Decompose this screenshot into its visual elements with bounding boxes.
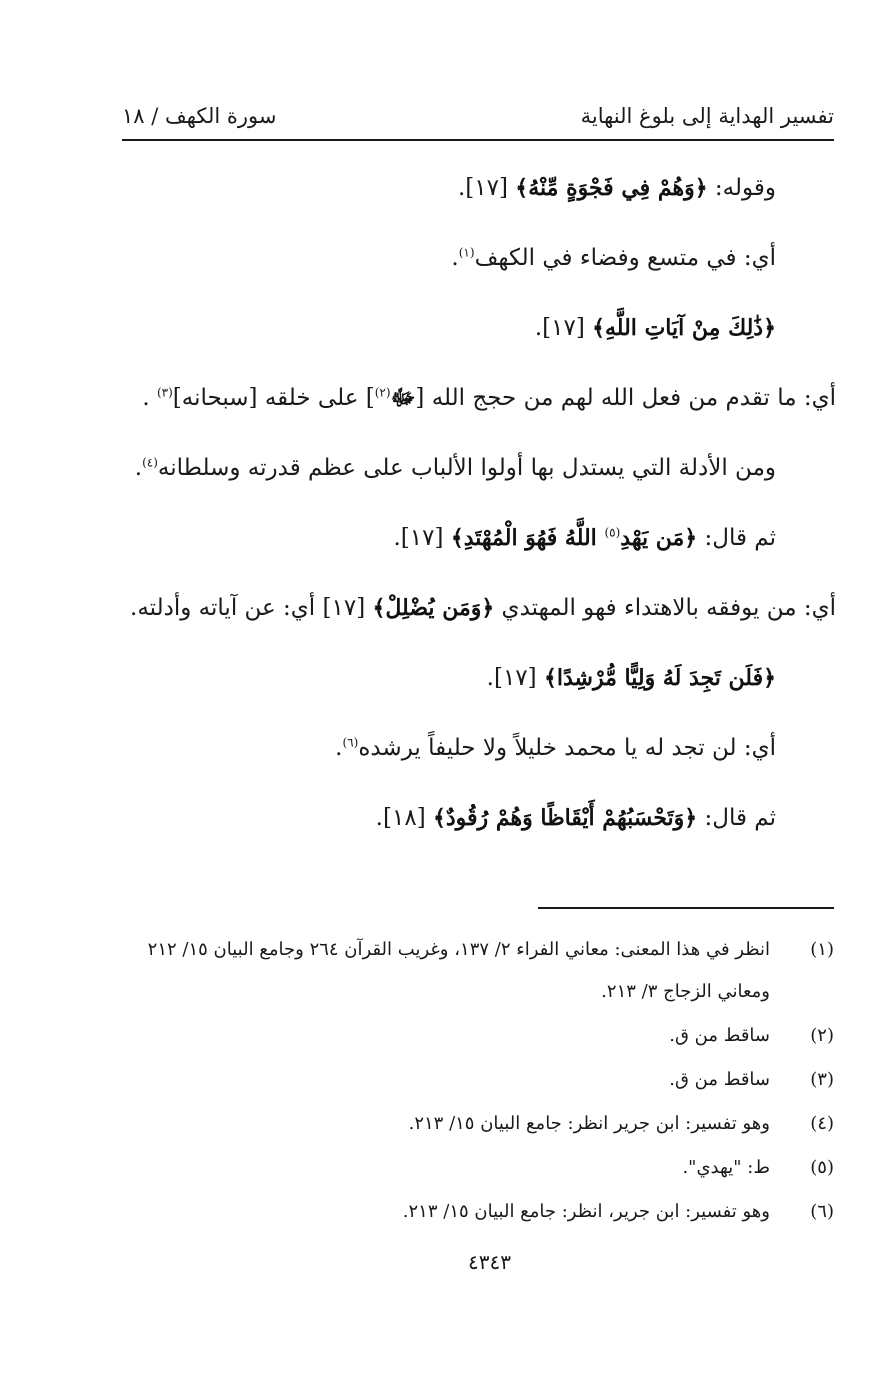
footnote-number: (٢) bbox=[810, 1025, 834, 1046]
text-line-8: ﴿فَلَن تَجِدَ لَهُ وَلِيًّا مُّرْشِدًا﴾ [١٧]. bbox=[486, 665, 776, 691]
footnote-text-continued: ومعاني الزجاج ٣/ ٢١٣. bbox=[601, 981, 770, 1002]
footnote-number: (٥) bbox=[810, 1157, 834, 1178]
surah-reference: سورة الكهف / ١٨ bbox=[122, 104, 277, 128]
footnote-text: ساقط من ق. bbox=[669, 1025, 770, 1046]
header-divider bbox=[122, 139, 834, 141]
quran-verse: ﴿ذَٰلِكَ مِنْ آيَاتِ اللَّهِ﴾ bbox=[592, 315, 776, 341]
text-line-7: أي: من يوفقه بالاهتداء فهو المهتدي ﴿وَمَن يُضْلِلْ﴾ [١٧] أي: عن آياته وأدلته. bbox=[130, 595, 836, 621]
footnote-divider bbox=[538, 907, 834, 909]
footnote-item bbox=[130, 1014, 834, 1058]
footnote-number: (١) bbox=[810, 939, 834, 960]
text-line-1: وقوله: ﴿وَهُمْ فِي فَجْوَةٍ مِّنْهُ﴾ [١٧]. bbox=[457, 175, 776, 201]
footnotes bbox=[130, 928, 834, 1234]
quran-verse: ﴿وَتَحْسَبُهُمْ أَيْقَاظًا وَهُمْ رُقُودٌ﴾ bbox=[432, 805, 698, 831]
quran-verse: اللَّهُ فَهُوَ الْمُهْتَدِ﴾ bbox=[450, 525, 605, 551]
quran-verse: ﴿وَهُمْ فِي فَجْوَةٍ مِّنْهُ﴾ bbox=[515, 175, 708, 201]
footnote-item bbox=[130, 1058, 834, 1102]
page-number: ٤٣٤٣ bbox=[468, 1250, 511, 1274]
footnote-ref: (٢) bbox=[374, 385, 391, 400]
footnote-text: انظر في هذا المعنى: معاني الفراء ٢/ ١٣٧، وغريب القرآن ٢٦٤ وجامع البيان ١٥/ ٢١٢ bbox=[147, 939, 770, 960]
footnote-ref: (٤) bbox=[142, 455, 158, 470]
text-line-5: ومن الأدلة التي يستدل بها أولوا الألباب على عظم قدرته وسلطانه$^{(٤)}$. bbox=[134, 455, 776, 481]
footnote-text: ط: "يهدي". bbox=[682, 1157, 770, 1178]
footnote-text: ساقط من ق. bbox=[669, 1069, 770, 1090]
footnote-text: وهو تفسير: ابن جرير انظر: جامع البيان ١٥/ ٢١٣. bbox=[408, 1113, 770, 1134]
footnote-item bbox=[130, 1190, 834, 1234]
footnote-ref: (٦) bbox=[342, 735, 359, 750]
main-text bbox=[80, 166, 836, 866]
footnote-item bbox=[130, 1146, 834, 1190]
text-line-6: ثم قال: ﴿مَن يَهْدِ$^{(٥)}$ اللَّهُ فَهُوَ الْمُهْتَدِ﴾ [١٧]. bbox=[393, 525, 776, 551]
book-title: تفسير الهداية إلى بلوغ النهاية bbox=[580, 104, 834, 128]
quran-verse: ﴿مَن يَهْدِ bbox=[620, 525, 698, 551]
footnote-item bbox=[130, 1102, 834, 1146]
text-line-4: أي: ما تقدم من فعل الله لهم من حجج الله [ﷻ$^{(٢)}$] على خلقه [سبحانه]$^{(٣)}$ . bbox=[142, 385, 836, 411]
footnote-ref: (١) bbox=[458, 245, 475, 260]
footnote-item bbox=[130, 928, 834, 1014]
footnote-ref: (٣) bbox=[156, 385, 173, 400]
footnote-number: (٣) bbox=[810, 1069, 834, 1090]
footnote-text: وهو تفسير: ابن جرير، انظر: جامع البيان ١٥/ ٢١٣. bbox=[402, 1201, 770, 1222]
footnote-number: (٦) bbox=[810, 1201, 834, 1222]
quran-verse: ﴿فَلَن تَجِدَ لَهُ وَلِيًّا مُّرْشِدًا﴾ bbox=[543, 665, 776, 691]
text-line-3: ﴿ذَٰلِكَ مِنْ آيَاتِ اللَّهِ﴾ [١٧]. bbox=[534, 315, 776, 341]
text-line-10: ثم قال: ﴿وَتَحْسَبُهُمْ أَيْقَاظًا وَهُمْ رُقُودٌ﴾ [١٨]. bbox=[375, 805, 776, 831]
text-line-2: أي: في متسع وفضاء في الكهف$^{(١)}$. bbox=[451, 245, 776, 271]
text-line-9: أي: لن تجد له يا محمد خليلاً ولا حليفاً يرشده$^{(٦)}$. bbox=[335, 735, 776, 761]
running-header bbox=[122, 96, 834, 136]
footnote-number: (٤) bbox=[810, 1113, 834, 1134]
footnote-ref: (٥) bbox=[604, 525, 621, 540]
quran-verse: ﴿وَمَن يُضْلِلْ﴾ bbox=[372, 595, 495, 621]
honorific-glyph: ﷻ bbox=[390, 385, 416, 411]
